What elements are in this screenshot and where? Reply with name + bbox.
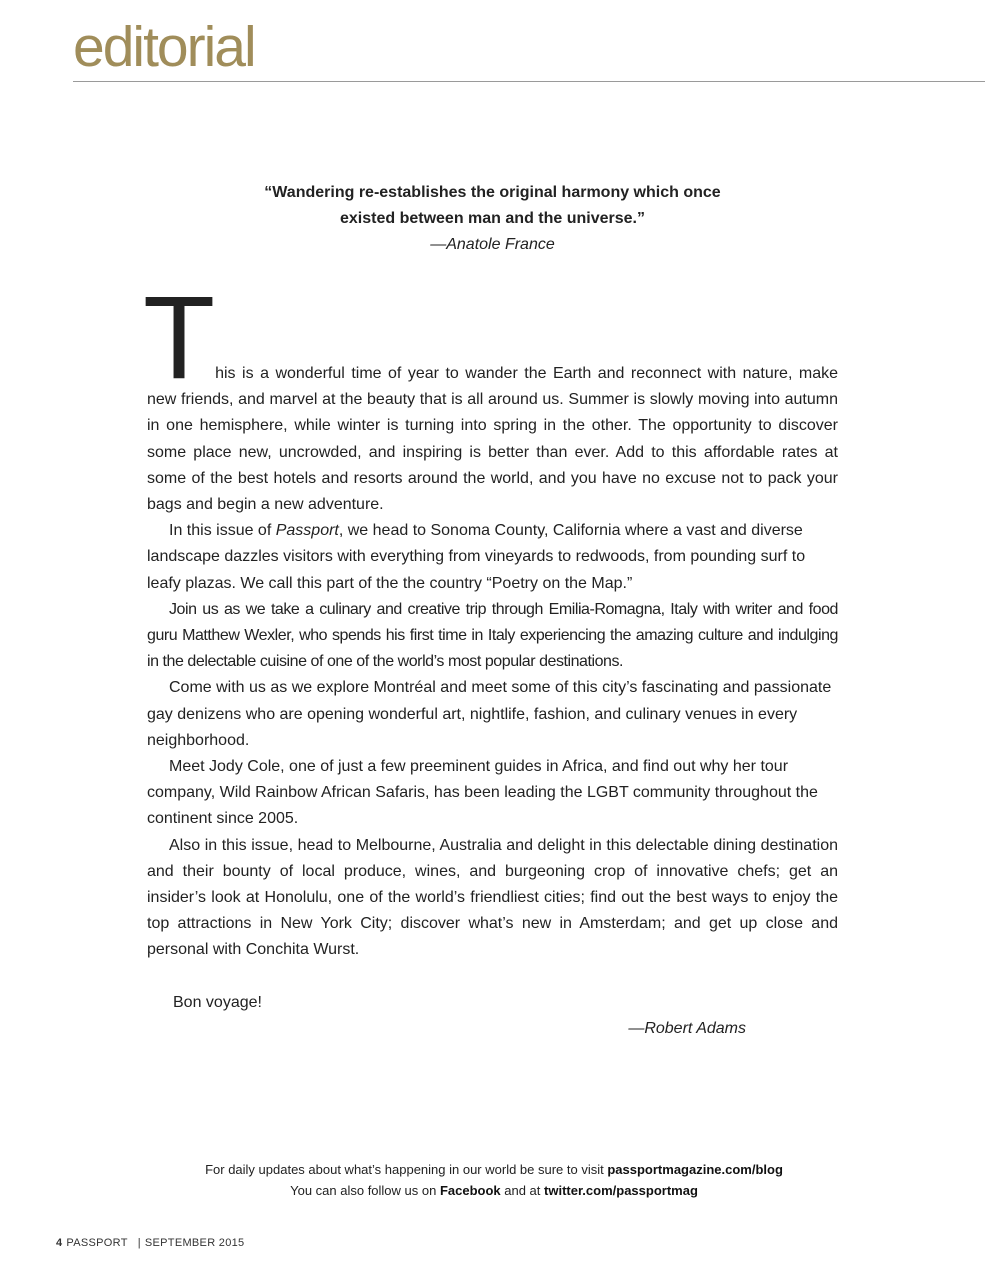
article-paragraph-1-text: his is a wonderful time of year to wander the Earth and reconnect with nature, make new friends, and marvel at the beauty that is all around us. Summer is slowly moving into autumn in one hemisphere, while winter is turning into spring in the other. The opportunity to discover some place new, uncrowded, and inspiring is better than ever. Add to this affordable rates at some of the best hotels and resorts around the world, and you have no excuse not to pack your bags and begin a new adventure. bbox=[147, 365, 838, 514]
magazine-name-italic: Passport bbox=[275, 522, 339, 540]
blog-link[interactable]: passportmagazine.com/blog bbox=[607, 1162, 783, 1177]
footer-line-2-prefix: You can also follow us on bbox=[290, 1183, 440, 1198]
footer-line-1-text: For daily updates about what’s happening in our world be sure to visit bbox=[205, 1162, 608, 1177]
folio-magazine: PASSPORT bbox=[66, 1237, 128, 1249]
epigraph bbox=[147, 180, 838, 258]
article-paragraph-4: Come with us as we explore Montréal and meet some of this city’s fascinating and passionate gay denizens who are opening wonderful art, nightlife, fashion, and culinary venues in every neighborhood. bbox=[147, 679, 832, 749]
folio-issue: SEPTEMBER 2015 bbox=[144, 1237, 245, 1249]
twitter-link[interactable]: twitter.com/passportmag bbox=[544, 1183, 698, 1198]
footer-line-2-middle: and at bbox=[500, 1183, 545, 1198]
article-paragraph-2-lead: In this issue of bbox=[169, 522, 276, 540]
article-paragraph-2-text: , we head to Sonoma County, California where a vast and diverse landscape dazzles visitors with everything from vineyards to redwoods, from pounding surf to leafy plazas. We call this part of the the country “Poetry on the Map.” bbox=[147, 522, 806, 592]
folio-divider: | bbox=[137, 1237, 141, 1249]
signature: —Robert Adams bbox=[628, 1019, 746, 1037]
epigraph-quote-line-1: “Wandering re-establishes the original harmony which once bbox=[264, 184, 721, 201]
facebook-link[interactable]: Facebook bbox=[439, 1183, 501, 1198]
epigraph-author: —Anatole France bbox=[430, 236, 555, 253]
footer-note bbox=[100, 1159, 888, 1201]
epigraph-quote bbox=[233, 180, 753, 232]
title-rule bbox=[73, 81, 985, 82]
closing-line: Bon voyage! bbox=[173, 993, 262, 1011]
article-paragraph-1 bbox=[143, 272, 838, 518]
drop-cap: T bbox=[143, 272, 216, 404]
article-paragraph-6: Also in this issue, head to Melbourne, Australia and delight in this delectable dining destination and their bounty of local produce, wines, and burgeoning crop of innovative chefs; get an insider’s look at Honolulu, one of the world’s friendliest cities; find out the best ways to enjoy the top attractions in New York City; discover what’s new in Amsterdam; and get up close and personal with Conchita Wurst. bbox=[147, 836, 838, 959]
article-paragraph-3: Join us as we take a culinary and creative trip through Emilia-Romagna, Italy with writer and food guru Matthew Wexler, who spends his first time in Italy experiencing the amazing culture and indulging in the delectable cuisine of one of the world’s most popular destinations. bbox=[147, 600, 838, 671]
article-body bbox=[143, 272, 838, 1042]
article-paragraph-2 bbox=[147, 518, 838, 597]
page-folio bbox=[56, 1236, 244, 1250]
footer-line-2 bbox=[100, 1180, 888, 1201]
article-paragraph-5: Meet Jody Cole, one of just a few preeminent guides in Africa, and find out why her tour company, Wild Rainbow African Safaris, has been leading the LGBT community throughout the continent since 2005. bbox=[147, 758, 818, 828]
footer-line-1 bbox=[100, 1159, 888, 1180]
epigraph-quote-line-2: existed between man and the universe.” bbox=[340, 210, 645, 227]
section-title: editorial bbox=[73, 15, 255, 79]
page-number: 4 bbox=[56, 1237, 63, 1249]
